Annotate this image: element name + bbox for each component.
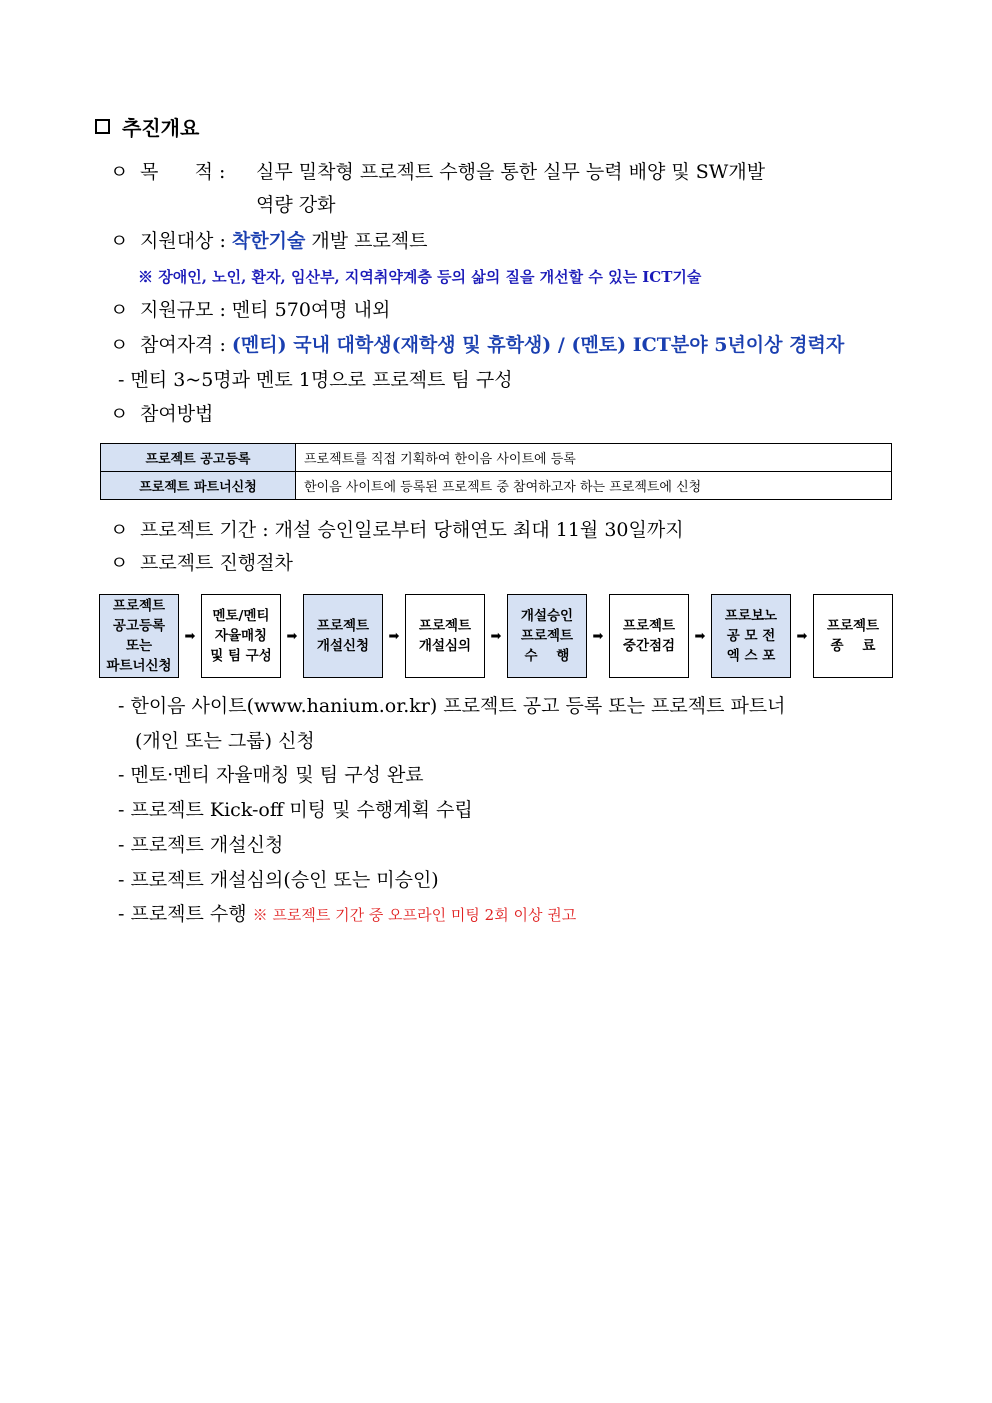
flow-step-label: 개설승인 프로젝트 수 행 [520, 608, 574, 664]
circle-bullet-icon: ㅇ [110, 334, 129, 356]
procedure-detail-4: - 프로젝트 개설신청 [118, 834, 284, 856]
circle-bullet-icon: ㅇ [110, 230, 129, 252]
flow-step-6 [609, 594, 689, 678]
arrow-right-icon: ➡ [592, 628, 604, 644]
procedure-detail-1b: (개인 또는 그룹) 신청 [135, 730, 315, 752]
period-text: 프로젝트 기간 : 개설 승인일로부터 당해연도 최대 11월 30일까지 [140, 519, 684, 541]
section-title-text: 추진개요 [122, 116, 200, 140]
target-note: ※ 장애인, 노인, 환자, 임산부, 지역취약계층 등의 삶의 질을 개선할 수 있는 ICT기술 [138, 268, 702, 286]
purpose-text-2: 역량 강화 [256, 194, 336, 216]
flow-step-3 [303, 594, 383, 678]
flow-step-label: 프로젝트 개설심의 [418, 618, 472, 654]
flow-step-label: 멘토/멘티 자율매칭 및 팀 구성 [210, 608, 272, 664]
procedure-detail-6-text: - 프로젝트 수행 [118, 903, 247, 925]
arrow-right-icon: ➡ [490, 628, 502, 644]
flow-step-label: 프로젝트 공고등록 또는 파트너신청 [106, 598, 172, 674]
qualification-sub: - 멘티 3~5명과 멘토 1명으로 프로젝트 팀 구성 [118, 369, 513, 391]
flow-step-1 [99, 594, 179, 678]
qualification-label: 참여자격 : [140, 334, 226, 356]
flow-step-4 [405, 594, 485, 678]
arrow-right-icon: ➡ [796, 628, 808, 644]
arrow-right-icon: ➡ [388, 628, 400, 644]
method-head-2: 프로젝트 파트너신청 [101, 472, 296, 500]
procedure-detail-6-note: ※ 프로젝트 기간 중 오프라인 미팅 2회 이상 권고 [252, 906, 577, 924]
flow-step-label: 프로젝트 중간점검 [622, 618, 676, 654]
flow-step-label: 프로젝트 개설신청 [316, 618, 370, 654]
target-label: 지원대상 : [140, 230, 226, 252]
purpose-text-1: 실무 밀착형 프로젝트 수행을 통한 실무 능력 배양 및 SW개발 [256, 161, 766, 183]
procedure-detail-6 [118, 901, 576, 928]
procedure-detail-2: - 멘토·멘티 자율매칭 및 팀 구성 완료 [118, 764, 424, 786]
table-row [101, 444, 892, 472]
flow-step-2 [201, 594, 281, 678]
procedure-line [110, 550, 293, 576]
table-row [101, 472, 892, 500]
method-desc-2: 한이음 사이트에 등록된 프로젝트 중 참여하고자 하는 프로젝트에 신청 [296, 472, 892, 500]
target-rest: 개발 프로젝트 [311, 230, 428, 252]
method-title: 참여방법 [140, 403, 214, 425]
scale-text: 지원규모 : 멘티 570여명 내외 [140, 299, 391, 321]
flow-step-7 [711, 594, 791, 678]
arrow-right-icon: ➡ [286, 628, 298, 644]
section-title [95, 112, 199, 141]
method-desc-1: 프로젝트를 직접 기획하여 한이음 사이트에 등록 [296, 444, 892, 472]
circle-bullet-icon: ㅇ [110, 519, 129, 541]
purpose-label: 목 적 : [140, 161, 226, 183]
purpose-line [110, 159, 225, 185]
qualification-highlight: (멘티) 국내 대학생(재학생 및 휴학생) / (멘토) ICT분야 5년이상 경력자 [231, 334, 845, 356]
circle-bullet-icon: ㅇ [110, 403, 129, 425]
qualification-line [110, 332, 844, 358]
arrow-right-icon: ➡ [184, 628, 196, 644]
circle-bullet-icon: ㅇ [110, 299, 129, 321]
procedure-detail-1a: - 한이음 사이트(www.hanium.or.kr) 프로젝트 공고 등록 또는 프로젝트 파트너 [118, 695, 786, 717]
arrow-right-icon: ➡ [694, 628, 706, 644]
method-table [100, 443, 892, 500]
target-highlight: 착한기술 [231, 230, 306, 252]
checkbox-square-icon [95, 119, 110, 134]
circle-bullet-icon: ㅇ [110, 552, 129, 574]
procedure-title: 프로젝트 진행절차 [140, 552, 293, 574]
procedure-detail-3: - 프로젝트 Kick-off 미팅 및 수행계획 수립 [118, 799, 473, 821]
procedure-flow [99, 593, 894, 679]
period-line [110, 517, 684, 543]
procedure-detail-5: - 프로젝트 개설심의(승인 또는 미승인) [118, 869, 439, 891]
scale-line [110, 297, 390, 323]
method-head-1: 프로젝트 공고등록 [101, 444, 296, 472]
target-line [110, 228, 428, 254]
method-line [110, 401, 213, 427]
flow-step-8 [813, 594, 893, 678]
flow-step-label: 프로보노 공 모 전 엑 스 포 [724, 608, 778, 664]
circle-bullet-icon: ㅇ [110, 161, 129, 183]
flow-step-5 [507, 594, 587, 678]
flow-step-label: 프로젝트 종 료 [826, 618, 880, 654]
